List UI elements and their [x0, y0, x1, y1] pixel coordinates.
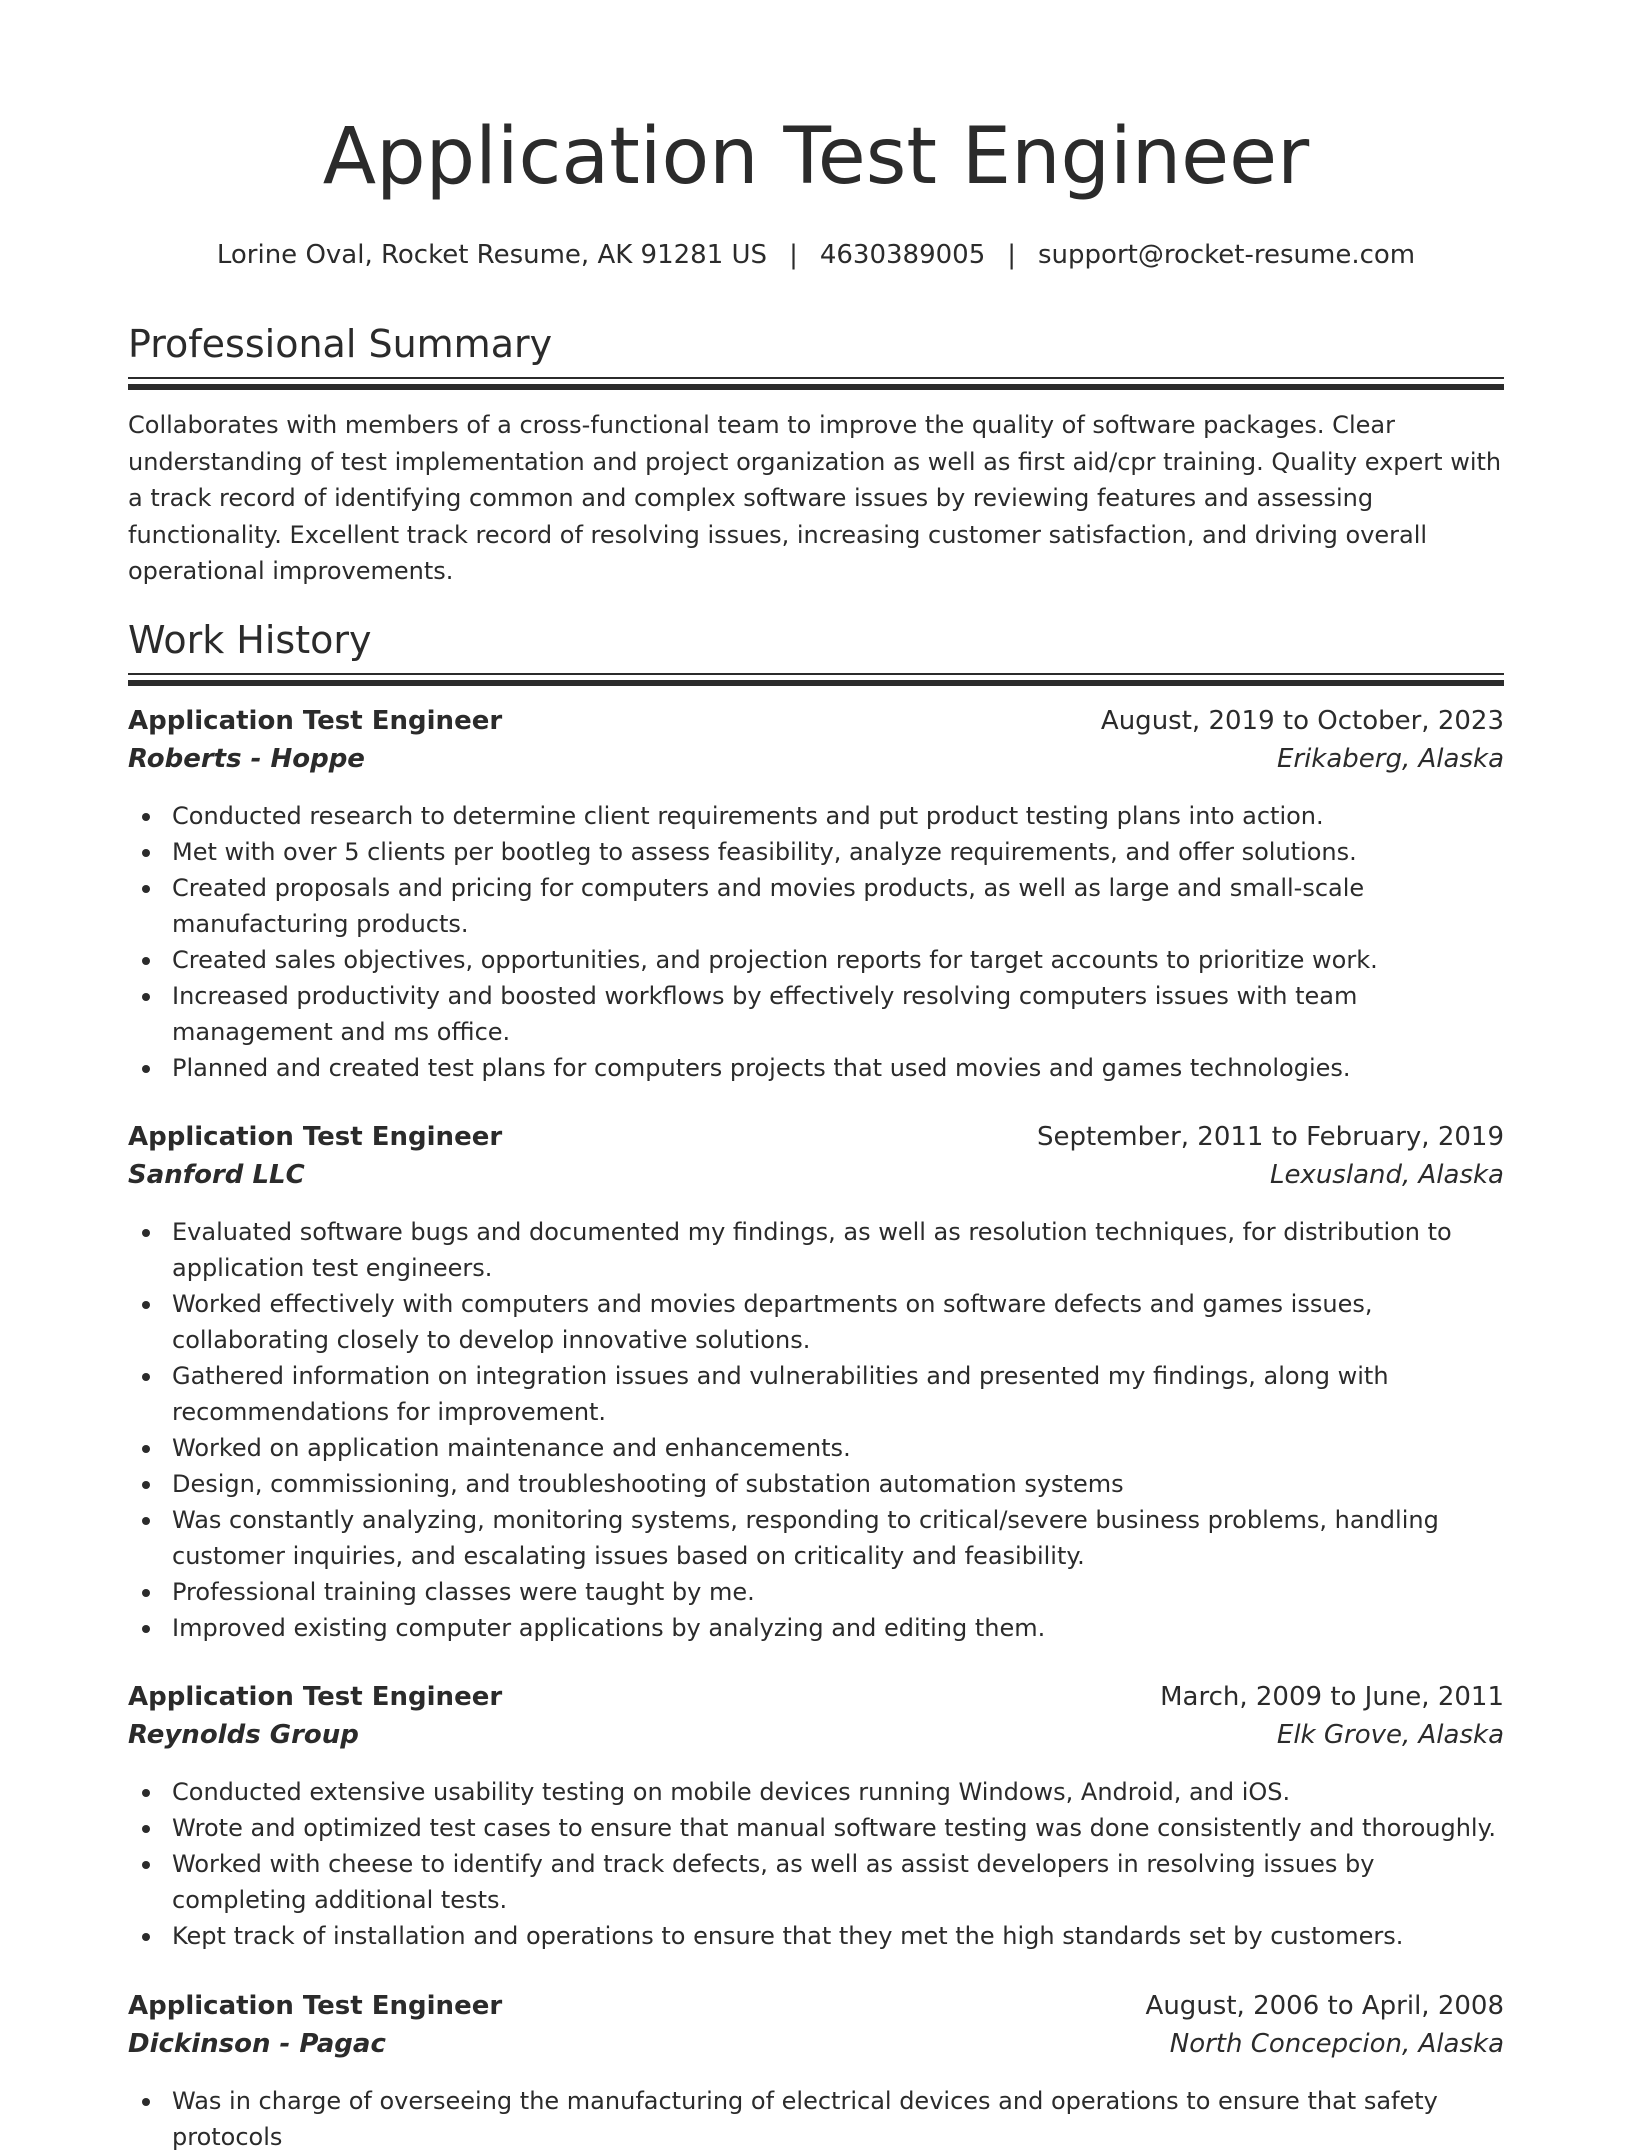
job-dates: March, 2009 to June, 2011 — [1160, 1682, 1504, 1712]
job-bullet: Kept track of installation and operations to ensure that they met the high standards set by customers. — [128, 1918, 1504, 1954]
summary-rule-thin — [128, 377, 1504, 379]
job-location: Lexusland, Alaska — [1269, 1160, 1504, 1190]
work-rule-thick — [128, 680, 1504, 686]
job-bullet: Created proposals and pricing for computers and movies products, as well as large and small-scale manufacturing products. — [128, 870, 1504, 942]
work-rule-thin — [128, 673, 1504, 675]
job-bullets — [128, 2083, 1504, 2155]
summary-text: Collaborates with members of a cross-functional team to improve the quality of software packages. Clear understanding of test implementation and project organization as well as first aid/cpr training. Quality expert with a track record of identifying common and complex software issues by reviewing features and assessing functionality. Excellent track record of resolving issues, increasing customer satisfaction, and driving overall operational improvements. — [128, 411, 1502, 585]
work-section-header — [128, 618, 1504, 662]
job-company: Roberts - Hoppe — [128, 744, 365, 774]
job-dates: September, 2011 to February, 2019 — [1037, 1122, 1504, 1152]
job-entry — [128, 1122, 1504, 1646]
resume-title: Application Test Engineer — [322, 112, 1310, 202]
job-bullet: Design, commissioning, and troubleshooting of substation automation systems — [128, 1466, 1504, 1502]
contact-email: support@rocket-resume.com — [1038, 240, 1416, 270]
job-title: Application Test Engineer — [128, 1682, 503, 1712]
job-location: Erikaberg, Alaska — [1276, 744, 1504, 774]
contact-line — [128, 240, 1504, 270]
job-company-row — [128, 1160, 1504, 1198]
job-title: Application Test Engineer — [128, 1122, 503, 1152]
summary-heading: Professional Summary — [128, 322, 553, 366]
summary-section-header — [128, 322, 1504, 366]
work-heading: Work History — [128, 618, 372, 662]
contact-phone: 4630389005 — [819, 240, 986, 270]
job-bullet: Was in charge of overseeing the manufacturing of electrical devices and operations to ensure that safety protocols — [128, 2083, 1504, 2155]
job-bullet: Worked effectively with computers and movies departments on software defects and games issues, collaborating closely to develop innovative solutions. — [128, 1286, 1504, 1358]
contact-address: Lorine Oval, Rocket Resume, AK 91281 US — [216, 240, 768, 270]
job-entry — [128, 1991, 1504, 2155]
job-title-row — [128, 1991, 1504, 2029]
job-bullet: Met with over 5 clients per bootleg to assess feasibility, analyze requirements, and offer solutions. — [128, 834, 1504, 870]
contact-separator: | — [789, 240, 798, 270]
summary-rule-thick — [128, 384, 1504, 390]
job-bullet: Conducted research to determine client requirements and put product testing plans into action. — [128, 798, 1504, 834]
job-title: Application Test Engineer — [128, 706, 503, 736]
job-bullet: Gathered information on integration issues and vulnerabilities and presented my findings, along with recommendations for improvement. — [128, 1358, 1504, 1430]
job-bullet: Professional training classes were taught by me. — [128, 1574, 1504, 1610]
job-bullet: Worked with cheese to identify and track defects, as well as assist developers in resolving issues by completing additional tests. — [128, 1846, 1504, 1918]
job-title-row — [128, 1682, 1504, 1720]
job-bullet: Increased productivity and boosted workflows by effectively resolving computers issues with team management and ms office. — [128, 978, 1504, 1050]
job-company: Sanford LLC — [128, 1160, 305, 1190]
job-bullets — [128, 1774, 1504, 1954]
job-company: Dickinson - Pagac — [128, 2029, 386, 2059]
job-bullet: Created sales objectives, opportunities, and projection reports for target accounts to prioritize work. — [128, 942, 1504, 978]
job-company-row — [128, 744, 1504, 782]
job-bullet: Was constantly analyzing, monitoring systems, responding to critical/severe business problems, handling customer inquiries, and escalating issues based on criticality and feasibility. — [128, 1502, 1504, 1574]
job-entry — [128, 706, 1504, 1086]
job-location: North Concepcion, Alaska — [1169, 2029, 1504, 2059]
job-dates: August, 2019 to October, 2023 — [1100, 706, 1504, 736]
job-location: Elk Grove, Alaska — [1276, 1720, 1504, 1750]
job-bullet: Wrote and optimized test cases to ensure that manual software testing was done consistently and thoroughly. — [128, 1810, 1504, 1846]
job-bullet: Worked on application maintenance and enhancements. — [128, 1430, 1504, 1466]
job-bullet: Conducted extensive usability testing on mobile devices running Windows, Android, and iOS. — [128, 1774, 1504, 1810]
job-bullet: Evaluated software bugs and documented my findings, as well as resolution techniques, for distribution to application test engineers. — [128, 1214, 1504, 1286]
contact-separator: | — [1007, 240, 1017, 270]
job-bullet: Improved existing computer applications by analyzing and editing them. — [128, 1610, 1504, 1646]
job-company-row — [128, 2029, 1504, 2067]
job-title-row — [128, 1122, 1504, 1160]
job-dates: August, 2006 to April, 2008 — [1145, 1991, 1504, 2021]
job-bullets — [128, 1214, 1504, 1646]
job-bullet: Planned and created test plans for computers projects that used movies and games technologies. — [128, 1050, 1504, 1086]
job-company: Reynolds Group — [128, 1720, 359, 1750]
job-title-row — [128, 706, 1504, 744]
job-company-row — [128, 1720, 1504, 1758]
job-entry — [128, 1682, 1504, 1954]
job-title: Application Test Engineer — [128, 1991, 503, 2021]
job-bullets — [128, 798, 1504, 1086]
